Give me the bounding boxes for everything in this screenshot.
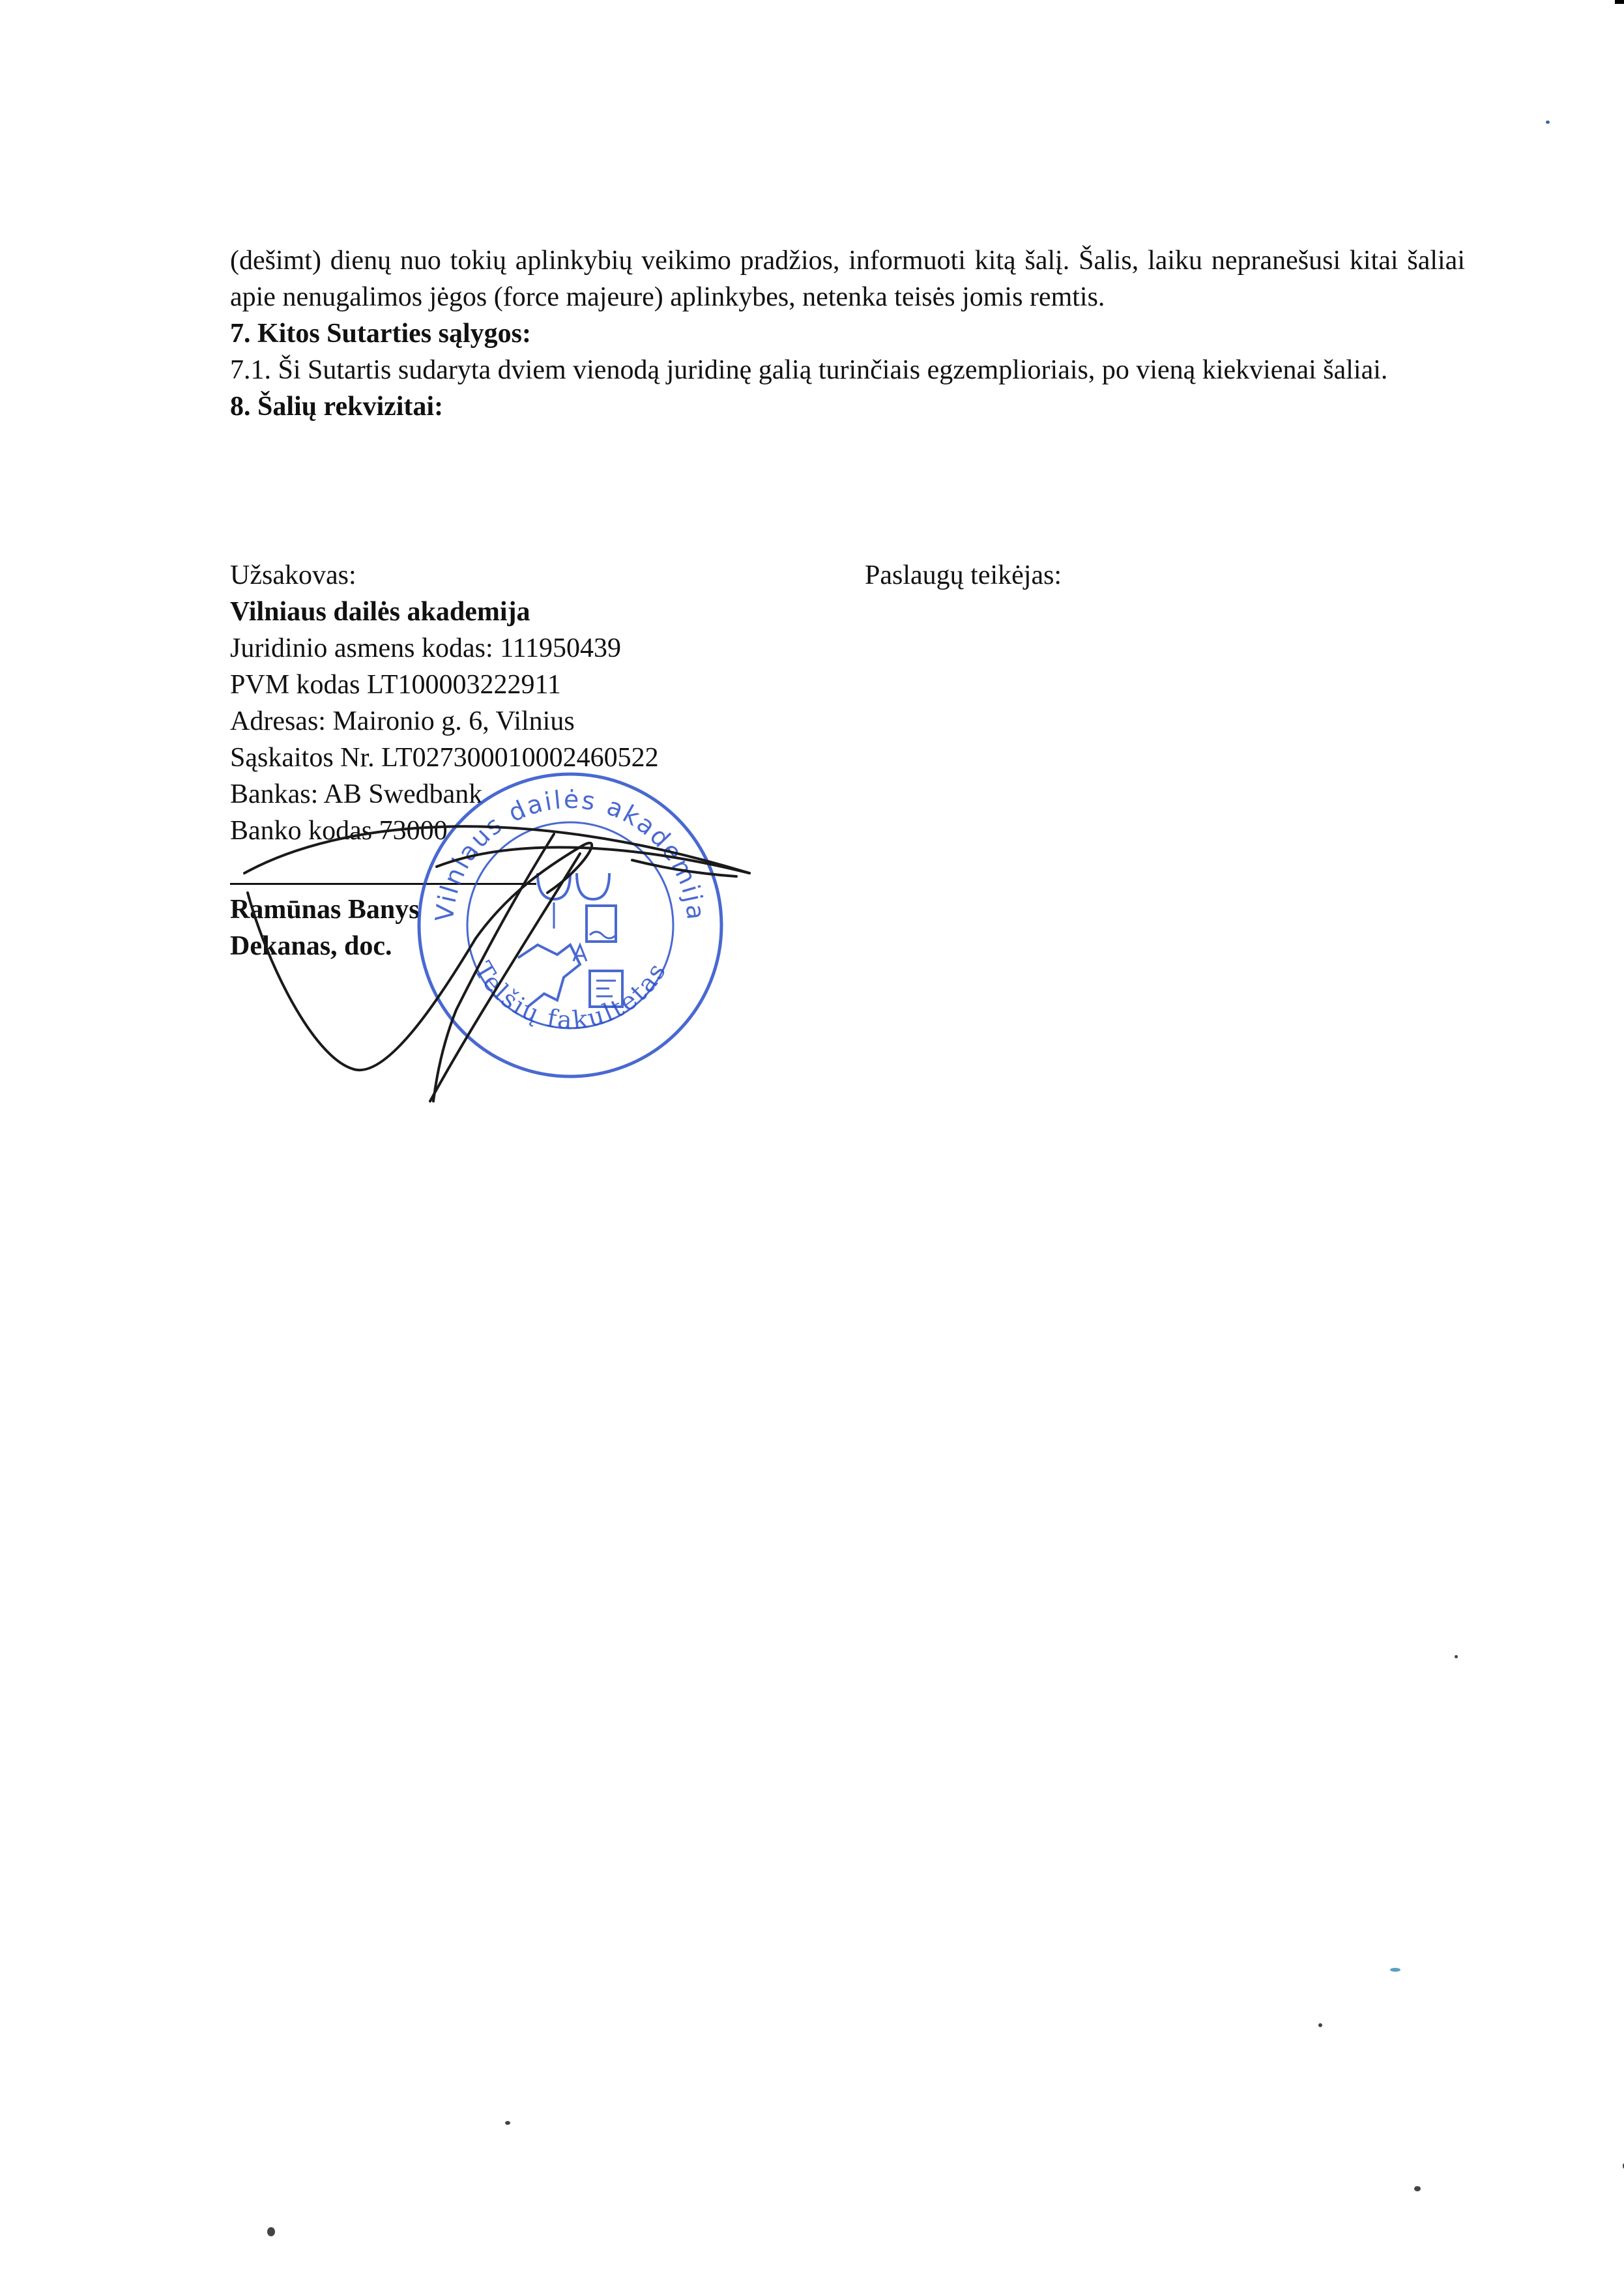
- scan-speck: [1414, 2186, 1421, 2191]
- scan-speck: [1546, 121, 1550, 124]
- signatory-name: Ramūnas Banys: [230, 895, 420, 925]
- signatory-title: Dekanas, doc.: [230, 931, 392, 961]
- provider-role-label: Paslaugų teikėjas:: [865, 560, 1062, 590]
- section-7-heading: 7. Kitos Sutarties sąlygos:: [230, 319, 531, 349]
- scan-edge-mark: [1615, 0, 1624, 4]
- scan-speck: [267, 2227, 275, 2236]
- section-8-heading: 8. Šalių rekvizitai:: [230, 392, 444, 422]
- continuation-paragraph: (dešimt) dienų nuo tokių aplinkybių veikimo pradžios, informuoti kitą šalį. Šalis, laiku nepranešusi kitai šaliai apie nenugalimos jėgos (force majeure) aplinkybes, netenka teisės jomis remtis.: [230, 246, 1465, 312]
- scan-speck: [1390, 1968, 1400, 1972]
- stamp-bottom-text: Telšių fakultetas: [468, 957, 673, 1035]
- client-name: Vilniaus dailės akademija: [230, 597, 530, 627]
- client-vat-code: PVM kodas LT100003222911: [230, 670, 561, 700]
- client-account: Sąskaitos Nr. LT027300010002460522: [230, 743, 659, 773]
- section-7-1-paragraph: 7.1. Ši Sutartis sudaryta dviem vienodą juridinę galią turinčiais egzemplioriais, po vieną kiekvienai šaliai.: [230, 355, 1388, 385]
- scan-speck: [1455, 1655, 1458, 1658]
- client-role-label: Užsakovas:: [230, 560, 356, 590]
- stamp-top-text: Vilniaus dailės akademija: [429, 785, 711, 923]
- client-legal-code: Juridinio asmens kodas: 111950439: [230, 633, 622, 663]
- handwritten-signature: [241, 795, 762, 1108]
- scan-speck: [505, 2121, 510, 2125]
- client-bank-code: Banko kodas 73000: [230, 816, 448, 846]
- scan-speck: [1318, 2023, 1322, 2027]
- contract-body: [230, 242, 1465, 425]
- client-bank: Bankas: AB Swedbank: [230, 779, 483, 809]
- client-address: Adresas: Maironio g. 6, Vilnius: [230, 706, 575, 736]
